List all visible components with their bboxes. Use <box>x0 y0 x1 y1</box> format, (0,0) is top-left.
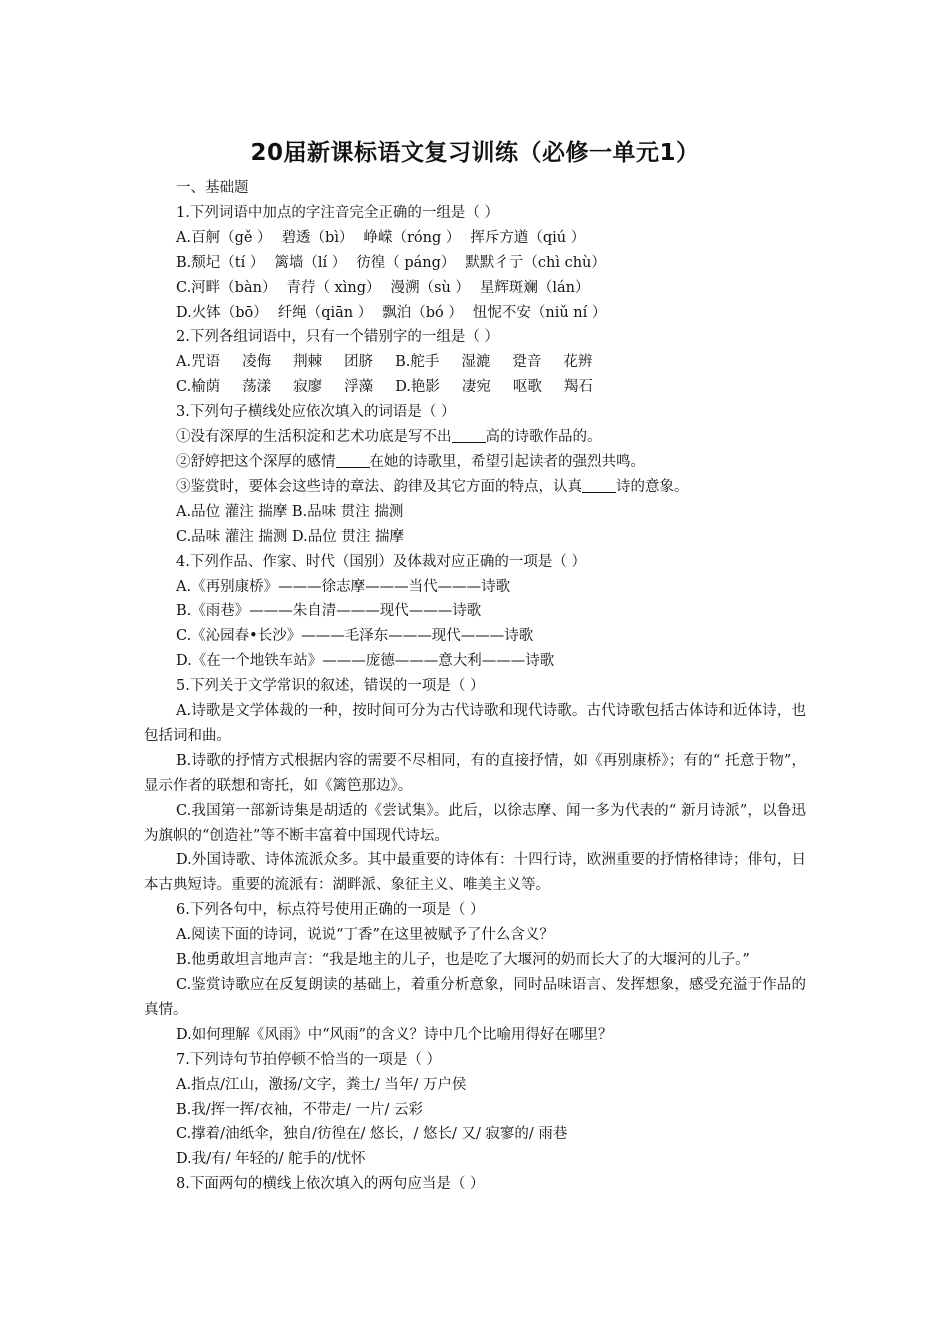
question-4-option-d: D.《在一个地铁车站》———庞德———意大利———诗歌 <box>176 653 555 670</box>
option-item: 纤绳（qiān ） <box>277 304 373 321</box>
word-item: A.咒语 <box>176 354 221 371</box>
question-7-option-d: D.我/有/ 年轻的/ 舵手的/忧怀 <box>176 1151 366 1168</box>
question-4-option-c: C.《沁园春•长沙》———毛泽东———现代———诗歌 <box>176 628 534 645</box>
word-item: 团脐 <box>344 354 374 371</box>
section-heading: 一、基础题 <box>176 180 249 196</box>
question-6-option-a: A.阅读下面的诗词，说说“丁香”在这里被赋予了什么含义？ <box>176 927 554 944</box>
fill-blank <box>336 453 370 468</box>
word-item: 浮藻 <box>344 379 374 396</box>
question-2-options-ab <box>144 350 806 375</box>
word-item: 花辨 <box>563 354 593 371</box>
word-item: 呕歌 <box>512 379 542 396</box>
question-3-sentence-1 <box>144 425 806 450</box>
question-2-stem: 2.下列各组词语中，只有一个错别字的一组是（ ） <box>176 329 499 346</box>
question-6-option-d: D.如何理解《风雨》中“风雨”的含义？诗中几个比喻用得好在哪里？ <box>176 1026 613 1043</box>
word-item: B.舵手 <box>395 354 440 371</box>
word-item: 湿漉 <box>461 354 491 371</box>
question-5-option-d: D.外国诗歌、诗体流派众多。其中最重要的诗体有：十四行诗，欧洲重要的抒情格律诗；俳句，日本古典短诗。重要的流派有：湖畔派、象征主义、唯美主义等。 <box>144 852 806 894</box>
question-5-option-a: A.诗歌是文学体裁的一种，按时间可分为古代诗歌和现代诗歌。古代诗歌包括古体诗和近体诗，也包括词和曲。 <box>144 703 806 744</box>
question-5-stem: 5.下列关于文学常识的叙述，错误的一项是（ ） <box>176 678 485 695</box>
question-8-stem: 8.下面两句的横线上依次填入的两句应当是（ ） <box>176 1176 485 1193</box>
fill-blank <box>452 428 486 443</box>
word-item: 羯石 <box>563 379 593 396</box>
option-item: 彷徨（ páng） <box>356 254 456 271</box>
question-3-options-cd: C.品味 灌注 揣测 D.品位 贯注 揣摩 <box>176 528 404 545</box>
option-item: C.河畔（bàn） <box>176 279 277 296</box>
question-3-sentence-3 <box>144 475 806 500</box>
question-7-option-b: B.我/挥一挥/衣袖，不带走/ 一片/ 云彩 <box>176 1101 424 1118</box>
word-item: D.艳影 <box>395 379 440 396</box>
question-6-stem: 6.下列各句中，标点符号使用正确的一项是（ ） <box>176 902 485 919</box>
question-4-option-b: B.《雨巷》———朱自清———现代———诗歌 <box>176 603 482 620</box>
option-item: B.颓圮（tí ） <box>176 254 265 271</box>
option-item: 篱墙（lí ） <box>274 254 347 271</box>
sentence-text: 高的诗歌作品的。 <box>485 429 602 446</box>
question-1-option-b <box>144 251 806 276</box>
question-3-options-ab: A.品位 灌注 揣摩 B.品味 贯注 揣测 <box>176 503 404 520</box>
question-7-stem: 7.下列诗句节拍停顿不恰当的一项是（ ） <box>176 1051 441 1068</box>
question-7-option-a: A.指点/江山，激扬/文字，粪土/ 当年/ 万户侯 <box>176 1076 467 1093</box>
question-1-stem: 1.下列词语中加点的字注音完全正确的一组是（ ） <box>176 204 499 221</box>
question-1-option-a <box>144 226 806 251</box>
word-item: 荡漾 <box>242 379 272 396</box>
fill-blank <box>582 478 616 493</box>
option-item: 默默彳亍（chì chù） <box>465 254 606 271</box>
sentence-text: ①没有深厚的生活积淀和艺术功底是写不出 <box>176 429 452 446</box>
word-item: 凌侮 <box>242 354 272 371</box>
sentence-text: ③鉴赏时，要体会这些诗的章法、韵律及其它方面的特点，认真 <box>176 478 582 495</box>
question-4-option-a: A.《再别康桥》———徐志摩———当代———诗歌 <box>176 578 511 595</box>
option-item: 忸怩不安（niǔ ní ） <box>472 304 607 321</box>
question-2-options-cd <box>144 375 806 400</box>
question-4-stem: 4.下列作品、作家、时代（国别）及体裁对应正确的一项是（ ） <box>176 553 586 570</box>
sentence-text: ②舒婷把这个深厚的感情 <box>176 453 336 470</box>
question-7-option-c: C.撑着/油纸伞，独自/彷徨在/ 悠长，/ 悠长/ 又/ 寂寥的/ 雨巷 <box>176 1126 568 1143</box>
word-item: 荆棘 <box>293 354 323 371</box>
question-5-option-b: B.诗歌的抒情方式根据内容的需要不尽相同，有的直接抒情，如《再别康桥》；有的“ 托意于物”，显示作者的联想和寄托，如《篱笆那边》。 <box>144 752 806 794</box>
sentence-text: 诗的意象。 <box>616 478 689 495</box>
question-1-option-d <box>144 301 806 326</box>
page-title: 20届新课标语文复习训练（必修一单元1） <box>250 140 700 166</box>
question-5-option-c: C.我国第一部新诗集是胡适的《尝试集》。此后，以徐志摩、闻一多为代表的“ 新月诗派”，以鲁迅为旗帜的“创造社”等不断丰富着中国现代诗坛。 <box>144 802 806 844</box>
option-item: 青荇（ xìng） <box>286 279 381 296</box>
document-body <box>144 176 806 1197</box>
question-1-option-c <box>144 276 806 301</box>
word-item: C.榆荫 <box>176 379 221 396</box>
sentence-text: 在她的诗歌里，希望引起读者的强烈共鸣。 <box>369 453 645 470</box>
option-item: 峥嵘（róng ） <box>363 229 461 246</box>
option-item: A.百舸（gě ） <box>176 229 272 246</box>
question-3-stem: 3.下列句子横线处应依次填入的词语是（ ） <box>176 404 456 421</box>
word-item: 跫音 <box>512 354 542 371</box>
question-3-sentence-2 <box>144 450 806 475</box>
option-item: D.火钵（bō） <box>176 304 268 321</box>
option-item: 碧透（bì） <box>281 229 354 246</box>
question-6-option-c: C.鉴赏诗歌应在反复朗读的基础上，着重分析意象，同时品味语言、发挥想象，感受充溢于作品的真情。 <box>144 977 806 1018</box>
question-6-option-b: B.他勇敢坦言地声言：“我是地主的儿子，也是吃了大堰河的奶而长大了的大堰河的儿子。” <box>176 952 750 969</box>
option-item: 星辉斑斓（lán） <box>479 279 590 296</box>
word-item: 凄宛 <box>461 379 491 396</box>
option-item: 漫溯（sù ） <box>390 279 470 296</box>
option-item: 飘泊（bó ） <box>382 304 463 321</box>
word-item: 寂廖 <box>293 379 323 396</box>
option-item: 挥斥方遒（qiú ） <box>470 229 586 246</box>
